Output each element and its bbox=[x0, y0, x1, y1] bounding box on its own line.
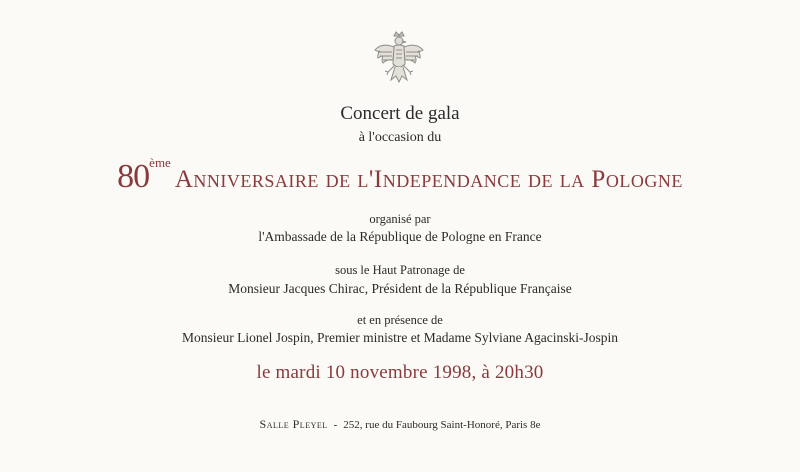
organized-label: organisé par bbox=[369, 212, 431, 226]
concert-title: Concert de gala bbox=[340, 103, 460, 124]
polish-eagle-icon bbox=[372, 30, 426, 88]
headline-superscript: ème bbox=[149, 155, 171, 170]
organizer: l'Ambassade de la République de Pologne en France bbox=[258, 229, 542, 244]
patron: Monsieur Jacques Chirac, Président de la République Française bbox=[228, 281, 572, 296]
venue bbox=[0, 417, 800, 432]
presence-label: et en présence de bbox=[357, 313, 443, 327]
venue-address: 252, rue du Faubourg Saint-Honoré, Paris 8e bbox=[343, 419, 541, 431]
venue-name: Salle Pleyel bbox=[259, 417, 328, 431]
occasion-line: à l'occasion du bbox=[358, 130, 442, 145]
patronage-label: sous le Haut Patronage de bbox=[335, 263, 465, 277]
guests: Monsieur Lionel Jospin, Premier ministre et Madame Sylviane Agacinski-Jospin bbox=[181, 330, 619, 345]
headline-text: Anniversaire de l'Independance de la Pologne bbox=[174, 166, 683, 193]
event-date: le mardi 10 novembre 1998, à 20h30 bbox=[256, 362, 544, 383]
headline-number: 80 bbox=[117, 158, 150, 195]
venue-separator: - bbox=[333, 419, 338, 431]
anniversary-headline bbox=[30, 155, 770, 196]
